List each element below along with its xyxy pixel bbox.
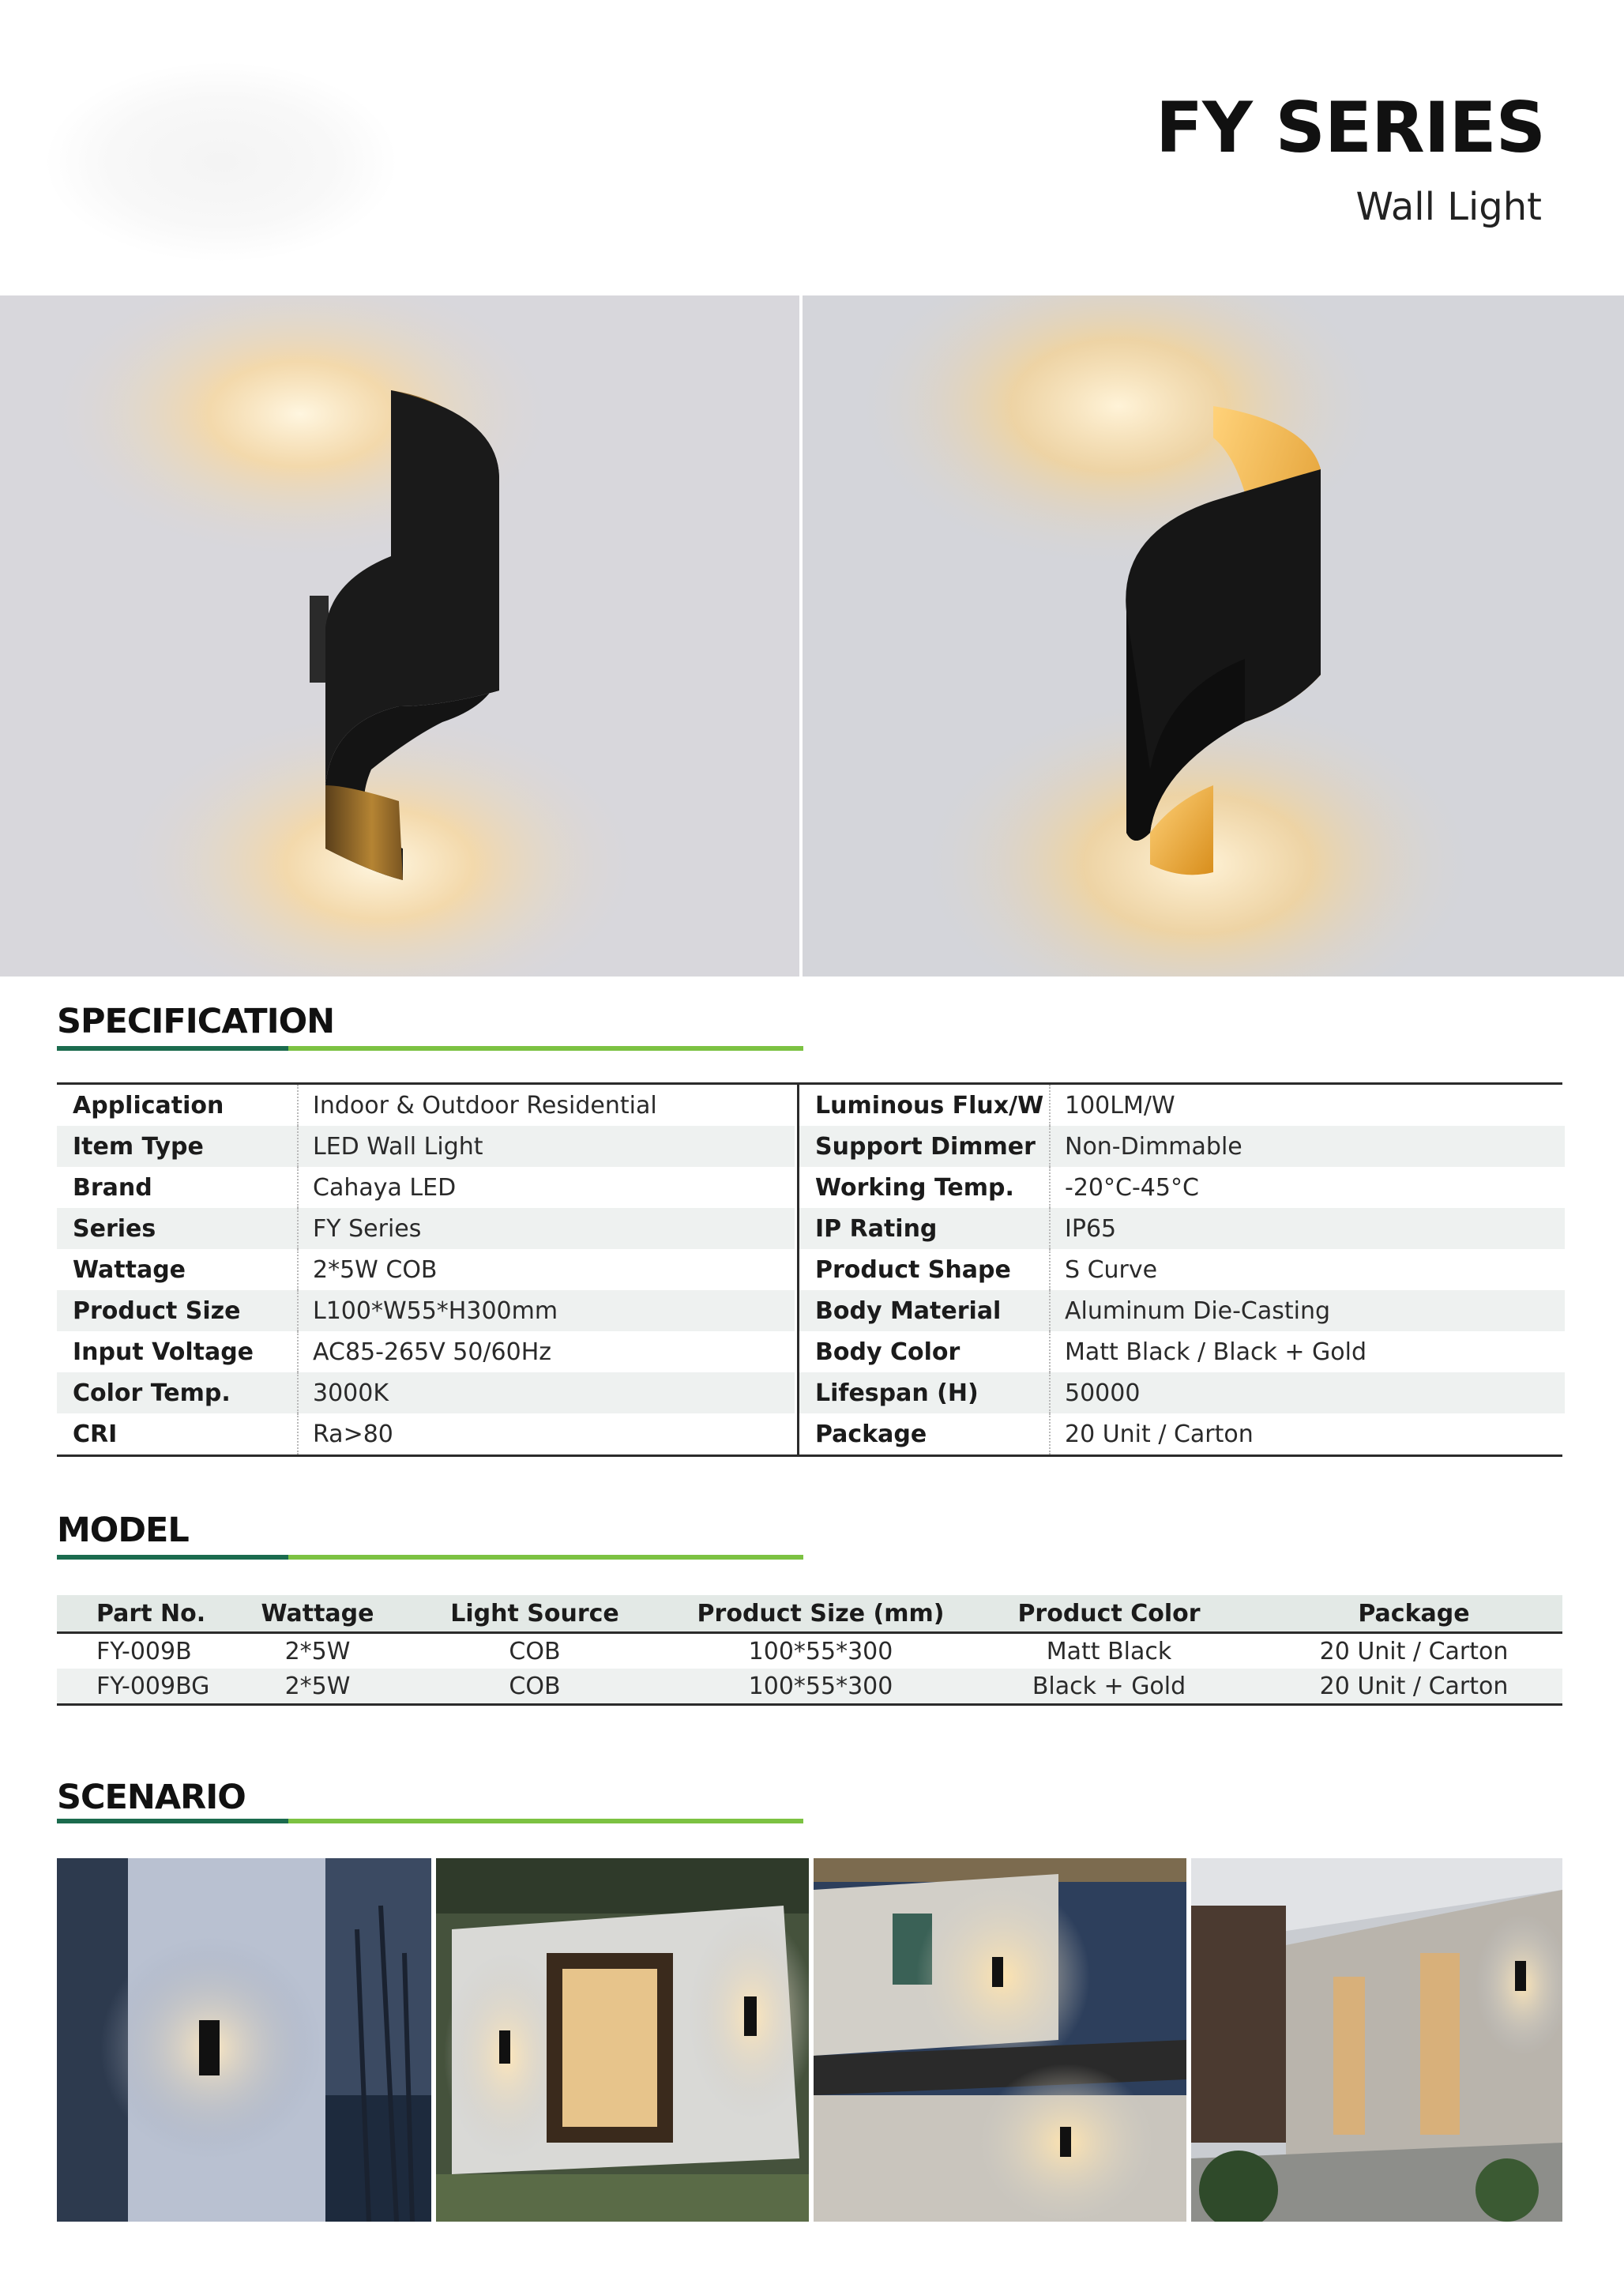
scenario-image-1 xyxy=(57,1858,431,2222)
spec-row xyxy=(57,1208,795,1249)
table-cell: COB xyxy=(509,1637,561,1665)
spec-key: Wattage xyxy=(57,1249,299,1290)
spec-key: Item Type xyxy=(57,1126,299,1167)
spec-key: Color Temp. xyxy=(57,1372,299,1413)
scenario-image-3 xyxy=(814,1858,1186,2222)
page-subtitle: Wall Light xyxy=(1355,185,1542,229)
spec-value: 3000K xyxy=(313,1379,389,1407)
spec-value: Ra>80 xyxy=(313,1420,393,1448)
section-divider xyxy=(57,1819,803,1823)
model-table-header xyxy=(57,1595,1562,1634)
spec-key: CRI xyxy=(57,1413,299,1454)
spec-key: Product Size xyxy=(57,1290,299,1331)
spec-key: Lifespan (H) xyxy=(799,1372,1051,1413)
spec-row xyxy=(57,1085,795,1126)
section-title-specification: SPECIFICATION xyxy=(57,1002,335,1041)
spec-key: Body Material xyxy=(799,1290,1051,1331)
table-cell: 100*55*300 xyxy=(748,1672,893,1700)
logo-placeholder xyxy=(47,63,395,261)
spec-row xyxy=(799,1126,1565,1167)
spec-value: 20 Unit / Carton xyxy=(1065,1420,1254,1448)
spec-value: Indoor & Outdoor Residential xyxy=(313,1091,657,1120)
spec-value: FY Series xyxy=(313,1214,422,1243)
model-table xyxy=(57,1595,1562,1706)
section-title-model: MODEL xyxy=(57,1511,189,1550)
spec-value: Aluminum Die-Casting xyxy=(1065,1296,1331,1325)
table-cell: 20 Unit / Carton xyxy=(1319,1672,1509,1700)
spec-value: L100*W55*H300mm xyxy=(313,1296,558,1325)
spec-key: Series xyxy=(57,1208,299,1249)
spec-value: S Curve xyxy=(1065,1255,1158,1284)
spec-value: LED Wall Light xyxy=(313,1132,483,1161)
spec-value: AC85-265V 50/60Hz xyxy=(313,1338,552,1366)
scenario-image-4 xyxy=(1191,1858,1562,2222)
column-header: Product Size (mm) xyxy=(697,1599,945,1628)
spec-row xyxy=(799,1372,1565,1413)
spec-value: Non-Dimmable xyxy=(1065,1132,1242,1161)
spec-value: -20°C-45°C xyxy=(1065,1173,1199,1202)
spec-column-right xyxy=(797,1085,1565,1454)
spec-row xyxy=(57,1126,795,1167)
spec-row xyxy=(57,1167,795,1208)
spec-key: Brand xyxy=(57,1167,299,1208)
table-cell: 2*5W xyxy=(284,1672,351,1700)
spec-value: Cahaya LED xyxy=(313,1173,457,1202)
spec-key: Application xyxy=(57,1085,299,1126)
column-header: Light Source xyxy=(450,1599,619,1628)
table-cell: FY-009B xyxy=(96,1637,192,1665)
scenario-image-2 xyxy=(436,1858,809,2222)
spec-key: Working Temp. xyxy=(799,1167,1051,1208)
spec-key: IP Rating xyxy=(799,1208,1051,1249)
spec-row xyxy=(57,1331,795,1372)
table-cell: 20 Unit / Carton xyxy=(1319,1637,1509,1665)
spec-row xyxy=(799,1331,1565,1372)
spec-value: 50000 xyxy=(1065,1379,1141,1407)
column-header: Part No. xyxy=(96,1599,206,1628)
section-divider xyxy=(57,1046,803,1051)
spec-column-left xyxy=(57,1085,795,1454)
spec-row xyxy=(799,1085,1565,1126)
spec-key: Support Dimmer xyxy=(799,1126,1051,1167)
spec-row xyxy=(57,1413,795,1454)
spec-key: Body Color xyxy=(799,1331,1051,1372)
section-divider xyxy=(57,1555,803,1560)
spec-value: 2*5W COB xyxy=(313,1255,438,1284)
table-cell: Black + Gold xyxy=(1032,1672,1186,1700)
spec-key: Package xyxy=(799,1413,1051,1454)
column-header: Product Color xyxy=(1017,1599,1201,1628)
hero-image-gold-inner xyxy=(803,295,1624,977)
spec-row xyxy=(799,1290,1565,1331)
spec-key: Input Voltage xyxy=(57,1331,299,1372)
table-cell: FY-009BG xyxy=(96,1672,210,1700)
spec-row xyxy=(57,1372,795,1413)
spec-key: Luminous Flux/W xyxy=(799,1085,1051,1126)
spec-row xyxy=(799,1413,1565,1454)
spec-table xyxy=(57,1082,1562,1457)
spec-key: Product Shape xyxy=(799,1249,1051,1290)
spec-row xyxy=(799,1208,1565,1249)
spec-row xyxy=(57,1290,795,1331)
spec-row xyxy=(799,1249,1565,1290)
table-cell: COB xyxy=(509,1672,561,1700)
table-cell: 2*5W xyxy=(284,1637,351,1665)
spec-row xyxy=(799,1167,1565,1208)
column-header: Wattage xyxy=(261,1599,374,1628)
spec-row xyxy=(57,1249,795,1290)
spec-value: Matt Black / Black + Gold xyxy=(1065,1338,1367,1366)
section-title-scenario: SCENARIO xyxy=(57,1778,246,1817)
column-header: Package xyxy=(1358,1599,1470,1628)
table-row xyxy=(57,1669,1562,1706)
hero-image-black-gold xyxy=(0,295,799,977)
page-title: FY SERIES xyxy=(1156,87,1545,168)
table-cell: Matt Black xyxy=(1046,1637,1172,1665)
table-cell: 100*55*300 xyxy=(748,1637,893,1665)
spec-value: 100LM/W xyxy=(1065,1091,1175,1120)
table-row xyxy=(57,1634,1562,1669)
spec-value: IP65 xyxy=(1065,1214,1117,1243)
